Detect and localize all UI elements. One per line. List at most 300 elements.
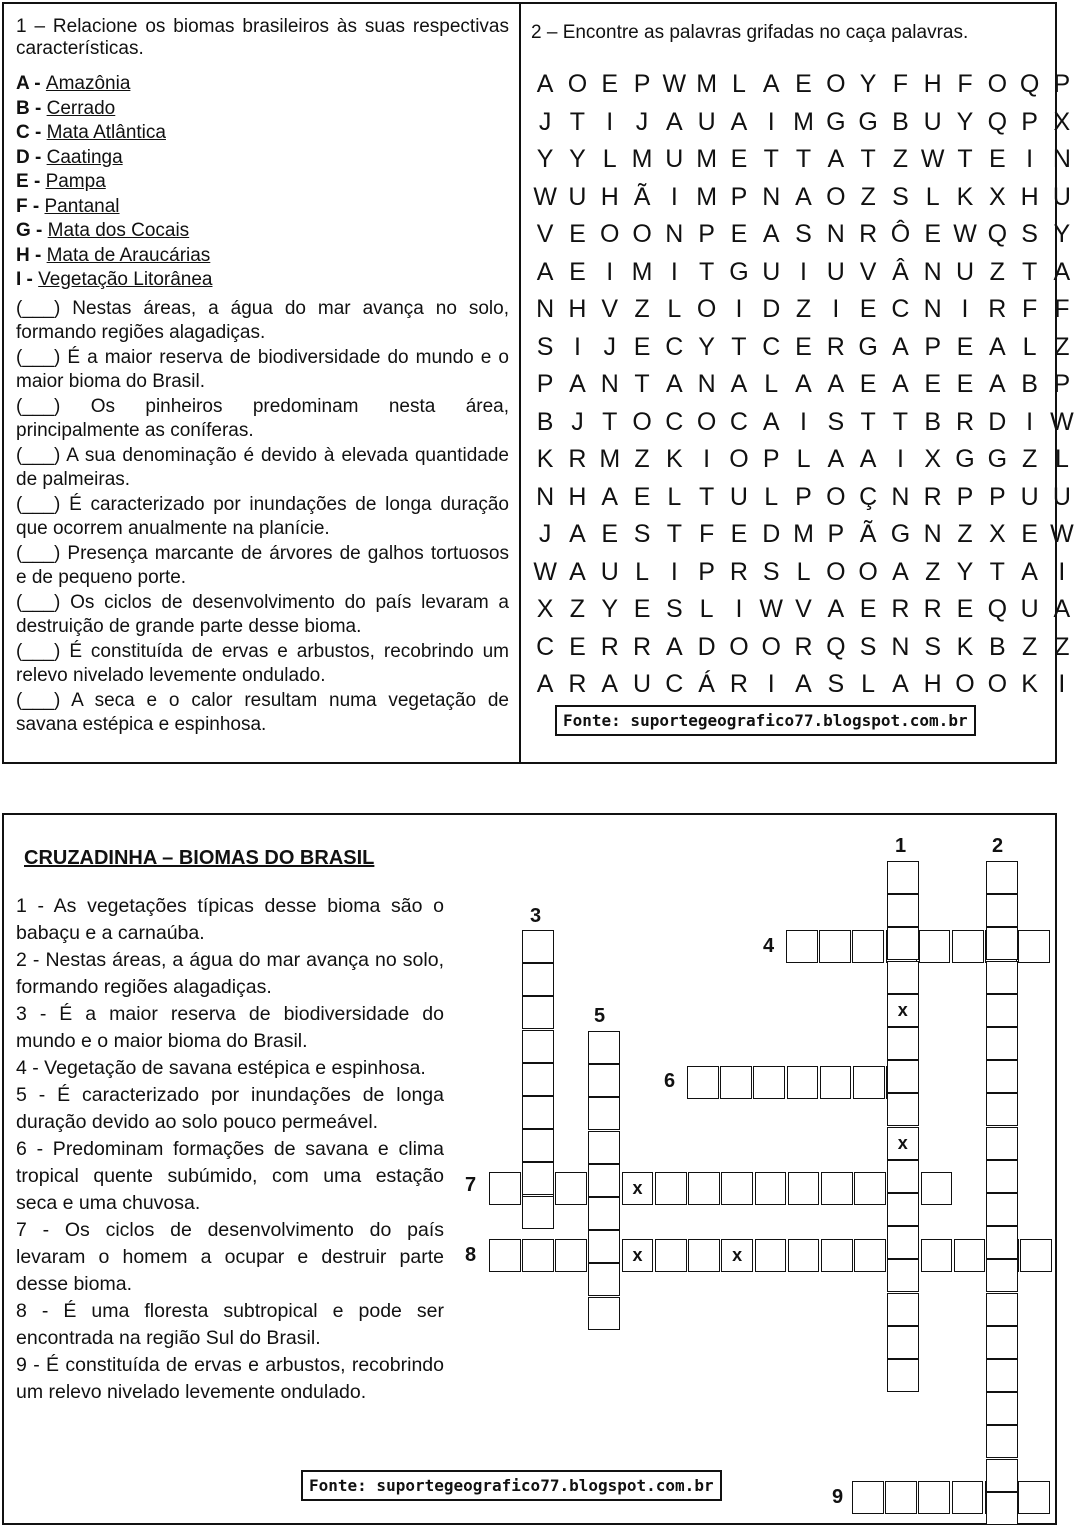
word-search-letter[interactable]: N — [923, 257, 942, 286]
word-search-letter[interactable]: E — [601, 70, 619, 98]
word-search-letter[interactable]: Ã — [633, 182, 651, 211]
word-search-letter[interactable]: I — [832, 295, 840, 323]
crossword-cell[interactable] — [1018, 930, 1050, 963]
word-search-letter[interactable]: A — [665, 370, 683, 398]
word-search-letter[interactable]: M — [793, 107, 814, 136]
word-search-letter[interactable]: R — [633, 632, 652, 661]
crossword-cell[interactable] — [986, 1359, 1018, 1392]
word-search-letter[interactable]: A — [795, 182, 812, 211]
word-search-letter[interactable]: G — [729, 257, 749, 286]
word-search-letter[interactable]: G — [890, 520, 911, 548]
word-search-letter[interactable]: H — [923, 670, 942, 698]
word-search-letter[interactable]: L — [731, 70, 746, 98]
word-search-letter[interactable]: C — [762, 332, 781, 361]
word-search-letter[interactable]: R — [826, 332, 845, 361]
word-search-letter[interactable]: O — [858, 557, 878, 586]
word-search-letter[interactable]: K — [956, 182, 974, 211]
crossword-cell[interactable] — [986, 1259, 1018, 1292]
word-search-letter[interactable]: O — [826, 182, 846, 211]
word-search-letter[interactable]: H — [600, 182, 619, 211]
word-search-letter[interactable]: V — [536, 220, 554, 248]
word-search-letter[interactable]: N — [923, 295, 942, 323]
word-search-letter[interactable]: E — [956, 332, 974, 361]
word-search-letter[interactable]: N — [665, 220, 684, 248]
word-search-letter[interactable]: O — [826, 482, 846, 511]
word-search-letter[interactable]: U — [729, 482, 748, 511]
crossword-cell[interactable] — [887, 1359, 919, 1392]
word-search-letter[interactable]: Y — [1053, 220, 1071, 248]
word-search-letter[interactable]: O — [826, 557, 846, 586]
word-search-letter[interactable]: I — [735, 595, 743, 623]
word-search-letter[interactable]: E — [956, 595, 974, 623]
word-search-letter[interactable]: T — [634, 370, 650, 398]
word-search-letter[interactable]: E — [795, 332, 812, 361]
crossword-cell[interactable] — [921, 1172, 953, 1205]
word-search-letter[interactable]: T — [1021, 257, 1038, 286]
word-search-letter[interactable]: P — [698, 557, 715, 586]
word-search-letter[interactable]: R — [988, 295, 1007, 323]
crossword-cell[interactable] — [887, 1060, 919, 1093]
word-search-letter[interactable]: B — [988, 632, 1006, 661]
word-search-letter[interactable]: A — [536, 670, 554, 698]
word-search-letter[interactable]: Z — [634, 295, 650, 323]
crossword-cell[interactable] — [588, 1197, 620, 1230]
word-search-letter[interactable]: J — [603, 332, 616, 361]
word-search-letter[interactable]: X — [924, 445, 942, 473]
word-search-letter[interactable]: I — [703, 445, 711, 473]
word-search-letter[interactable]: A — [827, 145, 845, 173]
crossword-cell[interactable] — [489, 1172, 521, 1205]
word-search-letter[interactable]: N — [891, 632, 910, 661]
crossword-cell[interactable] — [1018, 1481, 1050, 1514]
word-search-letter[interactable]: U — [826, 257, 845, 286]
word-search-letter[interactable]: L — [635, 557, 649, 586]
word-search-letter[interactable]: R — [955, 407, 975, 436]
crossword-cell[interactable] — [720, 1066, 752, 1099]
word-search-letter[interactable]: S — [665, 595, 683, 623]
word-search-letter[interactable]: I — [961, 295, 969, 323]
word-search-letter[interactable]: I — [1026, 145, 1034, 173]
crossword-cell[interactable] — [986, 1060, 1018, 1093]
word-search-letter[interactable]: O — [600, 220, 620, 248]
word-search-letter[interactable]: C — [665, 332, 684, 361]
crossword-cell[interactable] — [885, 1481, 917, 1514]
word-search-letter[interactable]: A — [601, 670, 619, 698]
word-search-letter[interactable]: F — [1021, 295, 1038, 323]
word-search-letter[interactable]: E — [569, 220, 586, 248]
word-search-letter[interactable]: S — [795, 220, 812, 248]
word-search-letter[interactable]: Z — [892, 145, 909, 173]
word-search-letter[interactable]: T — [731, 332, 747, 361]
word-search-letter[interactable]: W — [533, 557, 557, 586]
word-search-letter[interactable]: A — [827, 370, 845, 398]
word-search-letter[interactable]: C — [536, 632, 555, 661]
word-search-letter[interactable]: M — [793, 520, 814, 548]
word-search-letter[interactable]: C — [891, 295, 910, 323]
word-search-letter[interactable]: O — [729, 632, 749, 661]
word-search-letter[interactable]: L — [1054, 445, 1069, 473]
word-search-letter[interactable]: D — [762, 295, 781, 323]
crossword-cell[interactable] — [522, 930, 554, 963]
word-search-letter[interactable]: O — [987, 70, 1008, 98]
word-search-letter[interactable]: I — [1058, 670, 1066, 698]
word-search-letter[interactable]: L — [796, 557, 811, 586]
word-search-letter[interactable]: N — [923, 520, 942, 548]
word-search-letter[interactable]: U — [762, 257, 781, 286]
word-search-letter[interactable]: A — [892, 557, 909, 586]
word-search-letter[interactable]: I — [896, 445, 904, 473]
crossword-cell[interactable] — [687, 1066, 719, 1099]
word-search-letter[interactable]: P — [730, 182, 748, 211]
crossword-cell[interactable] — [522, 1196, 554, 1229]
word-search-letter[interactable]: N — [536, 482, 555, 511]
word-search-letter[interactable]: X — [988, 520, 1006, 548]
word-search-letter[interactable]: E — [859, 595, 877, 623]
word-search-letter[interactable]: I — [735, 295, 743, 323]
word-search-letter[interactable]: P — [633, 70, 651, 98]
crossword-cell[interactable] — [921, 1239, 953, 1272]
word-search-letter[interactable]: A — [665, 107, 683, 136]
crossword-cell[interactable] — [819, 930, 851, 963]
crossword-cell[interactable] — [588, 1230, 620, 1263]
word-search-letter[interactable]: L — [667, 482, 682, 511]
crossword-cell[interactable] — [986, 1425, 1018, 1458]
word-search-letter[interactable]: A — [988, 370, 1006, 398]
word-search-letter[interactable]: P — [536, 370, 554, 398]
word-search-letter[interactable]: E — [633, 332, 651, 361]
word-search-letter[interactable]: H — [568, 295, 587, 323]
crossword-cell[interactable] — [887, 961, 919, 994]
word-search-letter[interactable]: Z — [925, 557, 941, 586]
crossword-cell[interactable] — [986, 1226, 1018, 1259]
word-search-letter[interactable]: H — [1020, 182, 1039, 211]
crossword-cell[interactable] — [588, 1263, 620, 1296]
crossword-cell[interactable] — [755, 1239, 787, 1272]
word-search-letter[interactable]: L — [699, 595, 714, 623]
word-search-letter[interactable]: G — [987, 445, 1008, 473]
word-search-letter[interactable]: L — [861, 670, 876, 698]
word-search-letter[interactable]: J — [538, 107, 552, 136]
word-search-letter[interactable]: A — [536, 70, 554, 98]
word-search-letter[interactable]: Z — [569, 595, 586, 623]
word-search-letter[interactable]: Y — [956, 557, 974, 586]
word-search-letter[interactable]: P — [924, 332, 942, 361]
word-search-letter[interactable]: P — [988, 482, 1006, 511]
word-search-letter[interactable]: G — [826, 107, 846, 136]
word-search-letter[interactable]: O — [761, 632, 781, 661]
word-search-letter[interactable]: N — [762, 182, 781, 211]
crossword-cell[interactable] — [986, 1326, 1018, 1359]
word-search-letter[interactable]: J — [635, 107, 649, 136]
word-search-letter[interactable]: H — [568, 482, 587, 511]
word-search-letter[interactable]: T — [666, 520, 682, 548]
crossword-cell[interactable] — [555, 1172, 587, 1205]
crossword-cell[interactable] — [821, 1239, 853, 1272]
word-search-letter[interactable]: K — [956, 632, 974, 661]
answer-blank[interactable]: (___) — [16, 689, 72, 711]
word-search-letter[interactable]: C — [665, 670, 684, 698]
word-search-letter[interactable]: N — [600, 370, 619, 398]
word-search-letter[interactable]: U — [1052, 182, 1071, 211]
crossword-cell[interactable] — [887, 1160, 919, 1193]
word-search-letter[interactable]: E — [988, 145, 1006, 173]
word-search-letter[interactable]: L — [764, 482, 779, 511]
crossword-cell[interactable] — [522, 1063, 554, 1096]
word-search-letter[interactable]: S — [827, 407, 845, 436]
word-search-letter[interactable]: T — [860, 407, 876, 436]
word-search-letter[interactable]: O — [632, 220, 652, 248]
crossword-cell[interactable] — [887, 927, 919, 960]
word-search-letter[interactable]: T — [602, 407, 618, 436]
word-search-letter[interactable]: W — [920, 145, 945, 173]
word-search-letter[interactable]: H — [923, 70, 942, 98]
answer-blank[interactable]: (___) — [16, 444, 67, 466]
crossword-cell[interactable] — [588, 1097, 620, 1130]
crossword-cell[interactable] — [588, 1131, 620, 1164]
word-search-letter[interactable]: T — [698, 482, 715, 511]
word-search-letter[interactable]: I — [573, 332, 581, 361]
crossword-cell[interactable] — [986, 927, 1018, 960]
word-search-letter[interactable]: Q — [1019, 70, 1040, 98]
word-search-letter[interactable]: O — [632, 407, 652, 436]
word-search-letter[interactable]: I — [767, 107, 775, 136]
crossword-cell[interactable] — [522, 963, 554, 996]
word-search-letter[interactable]: M — [696, 70, 718, 98]
word-search-letter[interactable]: G — [955, 445, 975, 473]
word-search-letter[interactable]: E — [956, 370, 974, 398]
word-search-letter[interactable]: Á — [698, 670, 715, 698]
word-search-letter[interactable]: A — [1053, 595, 1071, 623]
word-search-letter[interactable]: S — [536, 332, 554, 361]
crossword-cell[interactable] — [755, 1172, 787, 1205]
word-search-letter[interactable]: C — [729, 407, 748, 436]
word-search-letter[interactable]: V — [859, 257, 877, 286]
word-search-letter[interactable]: R — [729, 670, 748, 698]
word-search-letter[interactable]: B — [924, 407, 942, 436]
word-search-letter[interactable]: E — [859, 295, 877, 323]
word-search-letter[interactable]: Z — [1054, 632, 1070, 661]
word-search-letter[interactable]: P — [1053, 370, 1071, 398]
crossword-cell[interactable] — [522, 1162, 554, 1195]
word-search-letter[interactable]: E — [859, 370, 877, 398]
word-search-letter[interactable]: T — [860, 145, 876, 173]
word-search-letter[interactable]: V — [601, 295, 619, 323]
word-search-letter[interactable]: T — [569, 107, 586, 136]
word-search-letter[interactable]: A — [795, 370, 812, 398]
word-search-letter[interactable]: W — [662, 70, 687, 98]
word-search-letter[interactable]: Z — [989, 257, 1005, 286]
word-search-letter[interactable]: O — [826, 70, 846, 98]
word-search-letter[interactable]: A — [730, 370, 748, 398]
crossword-cell[interactable] — [688, 1172, 720, 1205]
word-search-letter[interactable]: A — [827, 445, 845, 473]
crossword-cell[interactable] — [522, 1129, 554, 1162]
crossword-cell[interactable] — [887, 1027, 919, 1060]
word-search-letter[interactable]: A — [892, 332, 909, 361]
word-search-letter[interactable]: B — [536, 407, 554, 436]
word-search-letter[interactable]: M — [631, 257, 653, 286]
word-search-letter[interactable]: I — [767, 670, 775, 698]
word-search-letter[interactable]: G — [858, 107, 878, 136]
word-search-letter[interactable]: N — [891, 482, 910, 511]
word-search-letter[interactable]: W — [953, 220, 977, 248]
word-search-letter[interactable]: R — [600, 632, 619, 661]
crossword-cell[interactable] — [887, 1093, 919, 1126]
word-search-letter[interactable]: K — [1021, 670, 1038, 698]
word-search-letter[interactable]: P — [827, 520, 845, 548]
crossword-cell[interactable] — [986, 1492, 1018, 1525]
crossword-cell[interactable] — [721, 1172, 753, 1205]
word-search-letter[interactable]: A — [569, 370, 586, 398]
word-search-letter[interactable]: W — [533, 182, 557, 211]
word-search-letter[interactable]: R — [729, 557, 748, 586]
word-search-letter[interactable]: U — [1020, 482, 1039, 511]
word-search-letter[interactable]: E — [730, 220, 748, 248]
word-search-letter[interactable]: L — [667, 295, 682, 323]
word-search-letter[interactable]: L — [925, 182, 940, 211]
word-search-letter[interactable]: R — [859, 220, 878, 248]
word-search-letter[interactable]: A — [827, 595, 845, 623]
word-search-letter[interactable]: P — [1053, 70, 1071, 98]
word-search-letter[interactable]: P — [698, 220, 715, 248]
word-search-letter[interactable]: O — [567, 70, 588, 98]
word-search-letter[interactable]: A — [762, 407, 780, 436]
word-search-letter[interactable]: U — [955, 257, 975, 286]
word-search-letter[interactable]: S — [762, 557, 780, 586]
word-search-letter[interactable]: R — [568, 445, 587, 473]
word-search-letter[interactable]: E — [1021, 520, 1038, 548]
word-search-letter[interactable]: O — [696, 295, 717, 323]
crossword-cell[interactable] — [887, 1226, 919, 1259]
answer-blank[interactable]: (___) — [16, 591, 71, 613]
word-search-letter[interactable]: Ç — [859, 482, 878, 511]
word-search-letter[interactable]: E — [924, 370, 942, 398]
word-search-letter[interactable]: Z — [1021, 445, 1038, 473]
word-search-letter[interactable]: S — [1021, 220, 1038, 248]
word-search-letter[interactable]: S — [859, 632, 877, 661]
word-search-letter[interactable]: T — [763, 145, 779, 173]
crossword-cell[interactable] — [918, 1481, 950, 1514]
crossword-cell[interactable] — [555, 1239, 587, 1272]
crossword-cell[interactable] — [853, 1066, 885, 1099]
word-search-letter[interactable]: L — [1022, 332, 1037, 361]
crossword-cell[interactable] — [788, 1172, 820, 1205]
word-search-letter[interactable]: T — [957, 145, 973, 173]
crossword-cell[interactable] — [887, 894, 919, 927]
word-search-letter[interactable]: A — [601, 482, 619, 511]
word-search-letter[interactable]: U — [697, 107, 716, 136]
crossword-cell[interactable] — [986, 1027, 1018, 1060]
word-search-letter[interactable]: L — [764, 370, 779, 398]
word-search-letter[interactable]: T — [989, 557, 1005, 586]
word-search-letter[interactable]: P — [762, 445, 780, 473]
crossword-cell[interactable] — [821, 1172, 853, 1205]
crossword-cell[interactable] — [588, 1064, 620, 1097]
crossword-cell[interactable] — [952, 1481, 984, 1514]
crossword-cell[interactable] — [986, 961, 1018, 994]
crossword-cell[interactable] — [986, 1459, 1018, 1492]
crossword-cell[interactable] — [954, 1239, 986, 1272]
crossword-cell[interactable] — [820, 1066, 852, 1099]
crossword-cell[interactable] — [522, 1030, 554, 1063]
word-search-letter[interactable]: F — [1054, 295, 1070, 323]
crossword-cell[interactable] — [887, 1326, 919, 1359]
crossword-cell[interactable] — [1020, 1239, 1052, 1272]
crossword-cell[interactable] — [787, 1066, 819, 1099]
word-search-letter[interactable]: Y — [536, 145, 554, 173]
word-search-letter[interactable]: R — [923, 482, 942, 511]
answer-blank[interactable]: (___) — [16, 297, 73, 319]
crossword-cell[interactable] — [489, 1239, 521, 1272]
word-search-letter[interactable]: G — [858, 332, 878, 361]
word-search-letter[interactable]: A — [1021, 557, 1038, 586]
word-search-letter[interactable]: Y — [859, 70, 877, 98]
word-search-letter[interactable]: A — [536, 257, 554, 286]
word-search-letter[interactable]: A — [1053, 257, 1071, 286]
crossword-cell[interactable] — [986, 861, 1018, 894]
crossword-cell[interactable] — [986, 1093, 1018, 1126]
word-search-letter[interactable]: E — [795, 70, 812, 98]
word-search-letter[interactable]: K — [536, 445, 554, 473]
crossword-cell[interactable] — [986, 994, 1018, 1027]
word-search-letter[interactable]: N — [536, 295, 555, 323]
crossword-cell[interactable] — [688, 1239, 720, 1272]
crossword-cell[interactable] — [854, 1239, 886, 1272]
crossword-cell[interactable] — [887, 861, 919, 894]
word-search-letter[interactable]: U — [1052, 482, 1071, 511]
word-search-letter[interactable]: X — [988, 182, 1006, 211]
word-search-letter[interactable]: A — [569, 557, 586, 586]
crossword-cell[interactable] — [986, 1160, 1018, 1193]
word-search-letter[interactable]: E — [924, 220, 942, 248]
word-search-letter[interactable]: A — [762, 70, 780, 98]
crossword-cell[interactable] — [788, 1239, 820, 1272]
word-search-letter[interactable]: Q — [987, 595, 1008, 623]
word-search-letter[interactable]: W — [759, 595, 784, 623]
word-search-letter[interactable]: U — [923, 107, 942, 136]
word-search-letter[interactable]: A — [892, 670, 909, 698]
word-search-letter[interactable]: Y — [569, 145, 586, 173]
word-search-letter[interactable]: Y — [601, 595, 619, 623]
word-search-letter[interactable]: E — [569, 257, 586, 286]
crossword-cell[interactable] — [854, 1172, 886, 1205]
word-search-letter[interactable]: U — [600, 557, 619, 586]
word-search-letter[interactable]: Ã — [859, 520, 877, 548]
word-search-letter[interactable]: D — [762, 520, 781, 548]
word-search-letter[interactable]: R — [794, 632, 813, 661]
word-search-letter[interactable]: D — [988, 407, 1007, 436]
crossword-cell[interactable] — [952, 930, 984, 963]
word-search-letter[interactable]: Q — [987, 107, 1008, 136]
word-search-letter[interactable]: T — [698, 257, 715, 286]
word-search-letter[interactable]: Z — [1021, 632, 1038, 661]
word-search-letter[interactable]: Z — [860, 182, 876, 211]
crossword-cell[interactable] — [919, 930, 951, 963]
word-search-letter[interactable]: I — [670, 182, 678, 211]
word-search-letter[interactable]: A — [859, 445, 877, 473]
answer-blank[interactable]: (___) — [16, 640, 70, 662]
crossword-cell[interactable] — [522, 996, 554, 1029]
word-search-letter[interactable]: I — [800, 407, 807, 436]
crossword-cell[interactable] — [852, 1481, 884, 1514]
word-search-letter[interactable]: N — [1052, 145, 1071, 173]
word-search-letter[interactable]: A — [988, 332, 1006, 361]
crossword-cell[interactable] — [887, 1193, 919, 1226]
word-search-letter[interactable]: Q — [987, 220, 1008, 248]
word-search-letter[interactable]: E — [601, 520, 619, 548]
word-search-letter[interactable]: U — [568, 182, 587, 211]
word-search-letter[interactable]: U — [633, 670, 652, 698]
